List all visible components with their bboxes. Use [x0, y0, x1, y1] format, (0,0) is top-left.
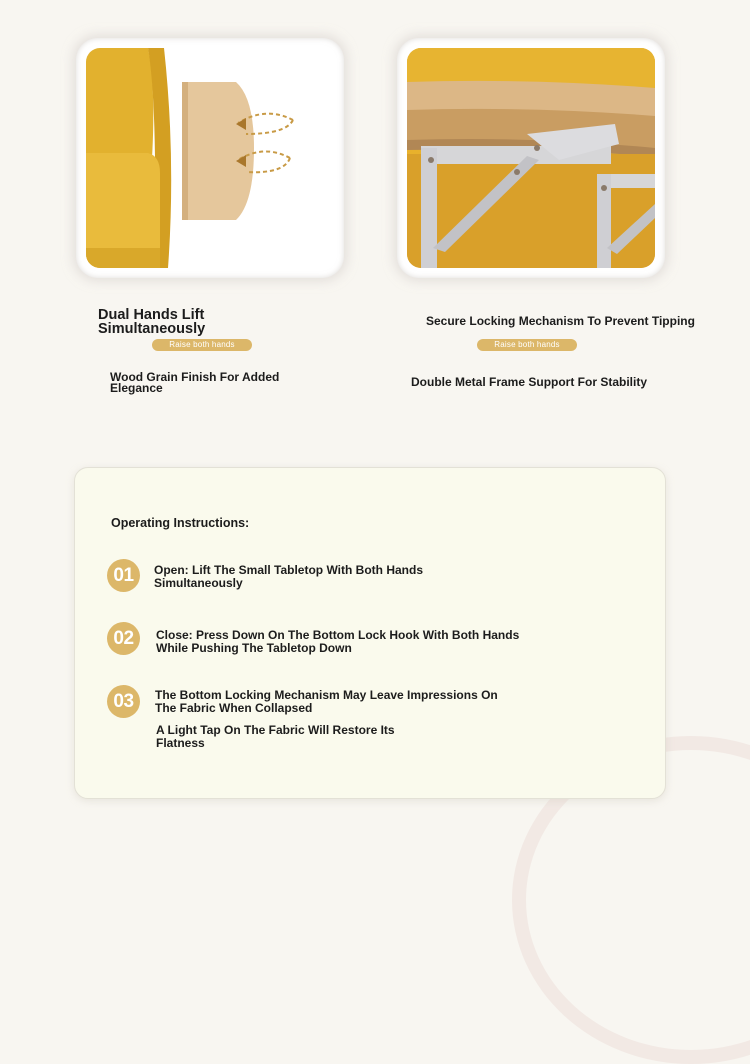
feature-pill-lift: Raise both hands — [152, 339, 252, 351]
step-number-badge: 01 — [107, 559, 140, 592]
step-number-badge: 03 — [107, 685, 140, 718]
step-note: A Light Tap On The Fabric Will Restore Its Flatness — [156, 723, 395, 750]
feature-description-wood-grain: Wood Grain Finish For Added Elegance — [110, 370, 280, 395]
feature-description-metal-frame: Double Metal Frame Support For Stability — [411, 375, 648, 389]
operating-instructions-panel — [74, 467, 666, 799]
metal-frame-bracket-image — [407, 48, 655, 268]
product-photo-frame-lock — [397, 38, 665, 278]
feature-pill-lock: Raise both hands — [477, 339, 577, 351]
product-photo-lift — [86, 48, 334, 268]
step-text: The Bottom Locking Mechanism May Leave Impressions On The Fabric When Collapsed — [155, 688, 498, 715]
product-photo-lock — [407, 48, 655, 268]
step-number-badge: 02 — [107, 622, 140, 655]
step-text: Open: Lift The Small Tabletop With Both Hands Simultaneously — [154, 563, 423, 590]
product-photo-frame-lift — [76, 38, 344, 278]
feature-title-lock: Secure Locking Mechanism To Prevent Tipping — [426, 314, 695, 328]
sofa-tabletop-lift-image — [86, 48, 334, 268]
instructions-heading: Operating Instructions: — [111, 516, 250, 530]
step-text: Close: Press Down On The Bottom Lock Hook With Both Hands While Pushing The Tabletop Down — [156, 628, 520, 655]
feature-title-lift: Dual Hands Lift Simultaneously — [98, 307, 206, 337]
